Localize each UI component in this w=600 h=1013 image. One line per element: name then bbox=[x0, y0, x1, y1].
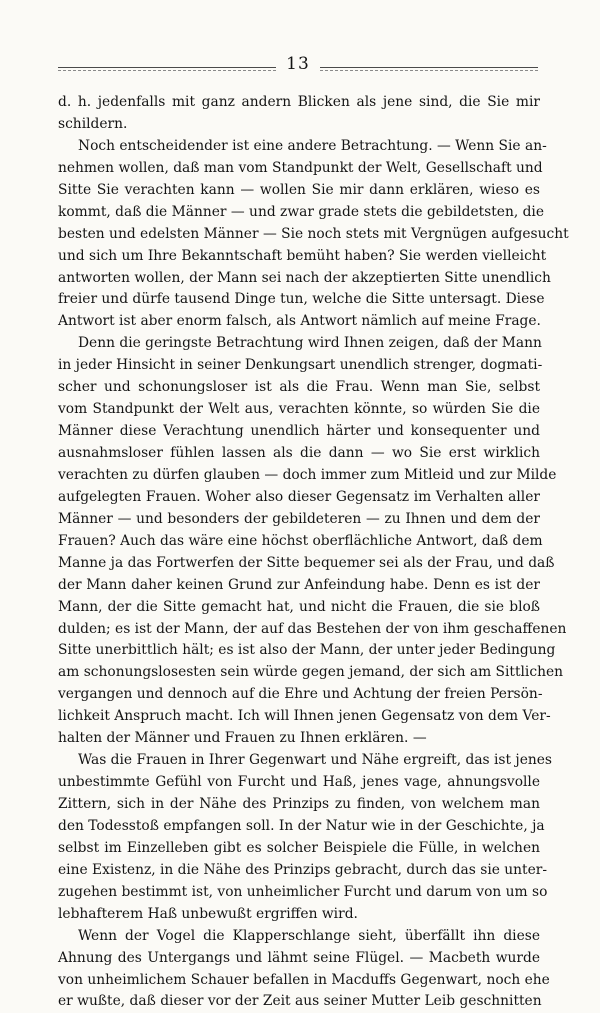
text-line: er wußte, daß dieser vor der Zeit aus seiner Mutter Leib geschnitten bbox=[58, 993, 542, 1010]
text-line: und sich um Ihre Bekanntschaft bemüht haben? Sie werden vielleicht bbox=[58, 247, 547, 264]
header-rule-right-dashed bbox=[320, 70, 538, 71]
text-line: vergangen und dennoch auf die Ehre und Achtung der freien Persön- bbox=[58, 686, 543, 703]
text-line: Ahnung des Untergangs und lähmt seine Flügel. — Macbeth wurde bbox=[58, 949, 540, 966]
page-header bbox=[58, 56, 538, 78]
text-line: Antwort ist aber enorm falsch, als Antwort nämlich auf meine Frage. bbox=[58, 313, 541, 330]
text-line: Sitte Sie verachten kann — wollen Sie mir dann erklären, wieso es bbox=[58, 181, 540, 198]
text-line: der Mann daher keinen Grund zur Anfeindung habe. Denn es ist der bbox=[58, 576, 540, 593]
text-line: dulden; es ist der Mann, der auf das Bestehen der von ihm geschaffenen bbox=[58, 620, 567, 637]
header-rule-right bbox=[320, 67, 538, 68]
header-rule-left bbox=[58, 67, 276, 68]
text-line: aufgelegten Frauen. Woher also dieser Gegensatz im Verhalten aller bbox=[58, 488, 540, 505]
text-line: freier und dürfe tausend Dinge tun, welche die Sitte untersagt. Diese bbox=[58, 291, 545, 308]
header-rule-left-dashed bbox=[58, 70, 276, 71]
text-line: am schonungslosesten sein würde gegen jemand, der sich am Sittlichen bbox=[58, 664, 564, 681]
text-line: ausnahmsloser fühlen lassen als die dann — wo Sie erst wirklich bbox=[58, 445, 540, 461]
text-line: Sitte unerbittlich hält; es ist also der Mann, der unter jeder Bedingung bbox=[58, 642, 556, 659]
text-line: Noch entscheidender ist eine andere Betrachtung. — Wenn Sie an- bbox=[78, 137, 547, 154]
text-line: von unheimlichem Schauer befallen in Macduffs Gegenwart, noch ehe bbox=[58, 971, 550, 988]
text-line: lebhafterem Haß unbewußt ergriffen wird. bbox=[58, 905, 358, 922]
page-number: 13 bbox=[286, 54, 310, 74]
text-line: zugehen bestimmt ist, von unheimlicher Furcht und darum von um so bbox=[58, 883, 548, 900]
text-line: Denn die geringste Betrachtung wird Ihnen zeigen, daß der Mann bbox=[78, 335, 542, 352]
text-line: Männer diese Verachtung unendlich härter und konsequenter und bbox=[58, 423, 540, 440]
text-line: verachten zu dürfen glauben — doch immer zum Mitleid und zur Milde bbox=[58, 466, 557, 483]
text-line: in jeder Hinsicht in seiner Denkungsart unendlich strenger, dogmati- bbox=[58, 357, 543, 374]
text-line: den Todesstoß empfangen soll. In der Natur wie in der Geschichte, ja bbox=[58, 817, 545, 834]
body-text bbox=[58, 92, 569, 1013]
text-line: nehmen wollen, daß man vom Standpunkt der Welt, Gesellschaft und bbox=[58, 159, 543, 176]
text-line: Mann, der die Sitte gemacht hat, und nicht die Frauen, die sie bloß bbox=[58, 598, 540, 615]
text-line: schildern. bbox=[58, 115, 128, 132]
text-line: Wenn der Vogel die Klapperschlange sieht, überfällt ihn diese bbox=[78, 927, 540, 944]
text-line: unbestimmte Gefühl von Furcht und Haß, jenes vage, ahnungsvolle bbox=[58, 774, 540, 791]
text-line: besten und edelsten Männer — Sie noch stets mit Vergnügen aufgesucht bbox=[58, 225, 569, 242]
text-line: d. h. jedenfalls mit ganz andern Blicken als jene sind, die Sie mir bbox=[58, 94, 540, 110]
text-line: antworten wollen, der Mann sei nach der akzeptierten Sitte unendlich bbox=[58, 269, 551, 286]
text-line: kommt, daß die Männer — und zwar grade stets die gebildetsten, die bbox=[58, 203, 545, 220]
text-line: Zittern, sich in der Nähe des Prinzips zu finden, von welchem man bbox=[58, 796, 540, 812]
text-line: Männer — und besonders der gebildeteren — zu Ihnen und dem der bbox=[58, 510, 540, 527]
text-line: halten der Männer und Frauen zu Ihnen erklären. — bbox=[58, 730, 427, 747]
text-line: eine Existenz, in die Nähe des Prinzips gebracht, durch das sie unter- bbox=[58, 861, 548, 878]
text-line: Was die Frauen in Ihrer Gegenwart und Nähe ergreift, das ist jenes bbox=[78, 752, 553, 769]
text-line: scher und schonungsloser ist als die Frau. Wenn man Sie, selbst bbox=[58, 379, 540, 396]
text-line: Frauen? Auch das wäre eine höchst oberflächliche Antwort, daß dem bbox=[58, 532, 543, 549]
text-line: vom Standpunkt der Welt aus, verachten könnte, so würden Sie die bbox=[58, 401, 540, 418]
text-line: lichkeit Anspruch macht. Ich will Ihnen jenen Gegensatz von dem Ver- bbox=[58, 708, 551, 725]
text-line: Manne ja das Fortwerfen der Sitte bequemer sei als der Frau, und daß bbox=[58, 554, 555, 571]
text-line: selbst im Einzelleben gibt es solcher Beispiele die Fülle, in welchen bbox=[58, 839, 540, 856]
